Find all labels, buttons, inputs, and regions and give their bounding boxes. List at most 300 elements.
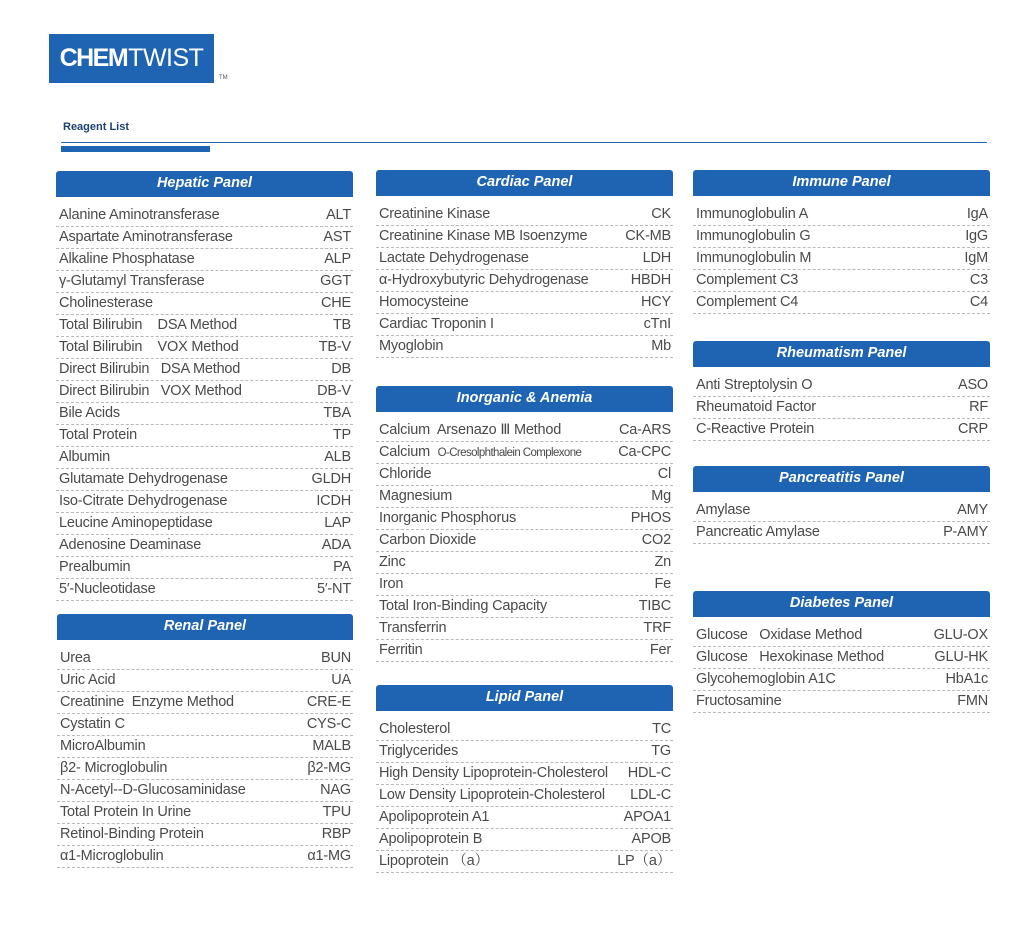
reagent-name-text: Cholesterol [379, 721, 451, 737]
reagent-abbreviation: GLU-OX [933, 627, 988, 643]
reagent-abbreviation: CYS-C [306, 716, 351, 732]
reagent-name [60, 824, 204, 844]
reagent-name-text: Amylase [696, 502, 751, 518]
reagent-row [56, 271, 353, 293]
reagent-name-text: N-Acetyl--D-Glucosaminidase [60, 782, 246, 798]
reagent-row [57, 846, 353, 868]
reagent-name [379, 508, 516, 528]
panel-header: Inorganic & Anemia [376, 386, 673, 412]
reagent-abbreviation: UA [331, 672, 351, 688]
reagent-row [376, 785, 673, 807]
reagent-row [56, 293, 353, 315]
reagent-name-text: γ-Glutamyl Transferase [59, 273, 205, 289]
reagent-name [59, 205, 219, 225]
reagent-name [379, 292, 468, 312]
reagent-row [693, 522, 990, 544]
reagent-name-text: Creatinine Enzyme Method [60, 694, 234, 710]
reagent-name-text: Glutamate Dehydrogenase [59, 471, 228, 487]
reagent-abbreviation: LDL-C [630, 787, 671, 803]
reagent-row [56, 513, 353, 535]
reagent-abbreviation: HbA1c [945, 671, 988, 687]
reagent-abbreviation: PA [333, 559, 351, 575]
header-rule [61, 142, 987, 143]
reagent-name [696, 647, 884, 667]
reagent-abbreviation: Fer [649, 642, 671, 658]
reagent-row [56, 227, 353, 249]
reagent-name-text: Leucine Aminopeptidase [59, 515, 213, 531]
reagent-abbreviation: IgM [964, 250, 988, 266]
reagent-name [379, 442, 581, 463]
reagent-name [59, 337, 239, 357]
reagent-row [693, 375, 990, 397]
inorganic-anemia-panel [376, 386, 673, 662]
reagent-abbreviation: TB-V [318, 339, 351, 355]
reagent-list [56, 205, 353, 601]
panel-header: Cardiac Panel [376, 170, 673, 196]
reagent-row [376, 851, 673, 873]
rheumatism-panel [693, 341, 990, 441]
reagent-abbreviation: ICDH [316, 493, 351, 509]
reagent-row [376, 442, 673, 464]
reagent-list [376, 420, 673, 662]
reagent-row [376, 552, 673, 574]
reagent-row [57, 714, 353, 736]
reagent-name [60, 780, 246, 800]
reagent-abbreviation: Fe [654, 576, 671, 592]
reagent-name [59, 557, 130, 577]
reagent-abbreviation: RBP [321, 826, 351, 842]
reagent-name-text: Rheumatoid Factor [696, 399, 816, 415]
reagent-abbreviation: ALB [324, 449, 351, 465]
reagent-row [56, 535, 353, 557]
reagent-name [696, 691, 781, 711]
reagent-name-text: Uric Acid [60, 672, 116, 688]
reagent-name [696, 226, 810, 246]
reagent-name [59, 315, 237, 335]
reagent-row [56, 469, 353, 491]
reagent-name-text: Prealbumin [59, 559, 131, 575]
reagent-abbreviation: ASO [957, 377, 988, 393]
reagent-name [59, 535, 201, 555]
panel-header: Renal Panel [57, 614, 353, 640]
reagent-method: O-Cresolphthalein Complexone [437, 447, 582, 459]
reagent-name-text: Calcium Arsenazo Ⅲ Method [379, 422, 562, 438]
diabetes-panel [693, 591, 990, 713]
reagent-row [376, 204, 673, 226]
reagent-abbreviation: Mg [651, 488, 671, 504]
reagent-name [379, 486, 452, 506]
reagent-name-text: Creatinine Kinase [379, 206, 491, 222]
reagent-abbreviation: HCY [640, 294, 671, 310]
reagent-abbreviation: DB [331, 361, 351, 377]
reagent-name [696, 248, 811, 268]
reagent-name [379, 530, 476, 550]
reagent-name-text: Total Bilirubin VOX Method [59, 339, 239, 355]
cardiac-panel [376, 170, 673, 358]
reagent-abbreviation: ALT [326, 207, 351, 223]
reagent-row [376, 829, 673, 851]
reagent-name [379, 464, 431, 484]
panel-header: Diabetes Panel [693, 591, 990, 617]
reagent-abbreviation: TRF [643, 620, 671, 636]
panel-header: Immune Panel [693, 170, 990, 196]
reagent-name-text: Myoglobin [379, 338, 444, 354]
reagent-abbreviation: 5′-NT [317, 581, 351, 597]
reagent-row [56, 337, 353, 359]
reagent-abbreviation: GLDH [311, 471, 351, 487]
reagent-name-text: Total Protein [59, 427, 137, 443]
reagent-name [379, 785, 605, 805]
reagent-row [56, 249, 353, 271]
reagent-abbreviation: GLU-HK [934, 649, 988, 665]
reagent-abbreviation: BUN [320, 650, 351, 666]
reagent-name [59, 403, 120, 423]
reagent-abbreviation: α1-MG [307, 848, 351, 864]
reagent-abbreviation: ALP [324, 251, 351, 267]
reagent-name [59, 425, 137, 445]
reagent-name [60, 648, 91, 668]
reagent-row [376, 508, 673, 530]
reagent-abbreviation: HDL-C [627, 765, 671, 781]
reagent-abbreviation: CHE [320, 295, 351, 311]
reagent-row [376, 486, 673, 508]
reagent-name-text: Magnesium [379, 488, 453, 504]
reagent-row [693, 669, 990, 691]
reagent-name-text: Total Bilirubin DSA Method [59, 317, 237, 333]
reagent-abbreviation: C3 [969, 272, 988, 288]
reagent-row [56, 205, 353, 227]
reagent-abbreviation: NAG [320, 782, 351, 798]
reagent-name-text: Apolipoprotein A1 [379, 809, 490, 825]
reagent-row [56, 425, 353, 447]
reagent-row [376, 314, 673, 336]
reagent-row [57, 670, 353, 692]
reagent-name [696, 500, 750, 520]
reagent-row [56, 557, 353, 579]
reagent-row [376, 530, 673, 552]
hepatic-panel [56, 171, 353, 601]
reagent-name-text: Glycohemoglobin A1C [696, 671, 836, 687]
reagent-row [693, 625, 990, 647]
reagent-list [57, 648, 353, 868]
reagent-name-text: Direct Bilirubin VOX Method [59, 383, 242, 399]
reagent-abbreviation: IgA [966, 206, 988, 222]
reagent-name [379, 270, 589, 290]
reagent-row [376, 574, 673, 596]
reagent-abbreviation: ADA [321, 537, 351, 553]
reagent-name [60, 670, 115, 690]
reagent-row [56, 403, 353, 425]
reagent-name-text: Iso-Citrate Dehydrogenase [59, 493, 228, 509]
reagent-abbreviation: LP（a） [617, 853, 671, 869]
reagent-name [696, 625, 862, 645]
reagent-name-text: C-Reactive Protein [696, 421, 815, 437]
reagent-name-text: Alkaline Phosphatase [59, 251, 195, 267]
reagent-name-text: Lipoprotein （a） [379, 853, 489, 869]
reagent-name-text: Immunoglobulin G [696, 228, 811, 244]
reagent-row [693, 204, 990, 226]
reagent-name-text: Total Iron-Binding Capacity [379, 598, 547, 614]
reagent-name-text: Fructosamine [696, 693, 782, 709]
reagent-row [693, 500, 990, 522]
reagent-row [56, 381, 353, 403]
reagent-row [376, 596, 673, 618]
reagent-row [693, 397, 990, 419]
reagent-abbreviation: LAP [324, 515, 351, 531]
reagent-row [56, 491, 353, 513]
reagent-name-text: Immunoglobulin A [696, 206, 809, 222]
reagent-row [693, 647, 990, 669]
reagent-row [56, 579, 353, 601]
reagent-abbreviation: Ca-CPC [618, 444, 671, 460]
reagent-row [376, 226, 673, 248]
reagent-abbreviation: Zn [654, 554, 671, 570]
reagent-row [693, 270, 990, 292]
reagent-abbreviation: P-AMY [943, 524, 988, 540]
panel-header: Pancreatitis Panel [693, 466, 990, 492]
reagent-name [379, 640, 423, 660]
reagent-row [57, 692, 353, 714]
reagent-name-text: Complement C4 [696, 294, 799, 310]
reagent-row [57, 648, 353, 670]
reagent-name [59, 359, 240, 379]
reagent-name [59, 469, 228, 489]
reagent-abbreviation: RF [969, 399, 988, 415]
reagent-row [376, 248, 673, 270]
reagent-name-text: Creatinine Kinase MB Isoenzyme [379, 228, 588, 244]
reagent-name-text: Lactate Dehydrogenase [379, 250, 529, 266]
reagent-row [57, 780, 353, 802]
panel-header: Hepatic Panel [56, 171, 353, 197]
reagent-name-text: Cystatin C [60, 716, 125, 732]
reagent-name-text: Adenosine Deaminase [59, 537, 202, 553]
reagent-name [379, 552, 406, 572]
reagent-name [696, 397, 816, 417]
reagent-abbreviation: CK-MB [625, 228, 671, 244]
reagent-abbreviation: DB-V [317, 383, 351, 399]
reagent-list [693, 204, 990, 314]
reagent-row [56, 315, 353, 337]
page-subtitle: Reagent List [63, 121, 130, 133]
reagent-name-text: Pancreatic Amylase [696, 524, 820, 540]
reagent-row [693, 419, 990, 441]
reagent-abbreviation: GGT [320, 273, 351, 289]
reagent-name-text: Bile Acids [59, 405, 120, 421]
reagent-row [376, 618, 673, 640]
reagent-row [56, 447, 353, 469]
reagent-name-text: Glucose Oxidase Method [696, 627, 863, 643]
reagent-name [379, 719, 450, 739]
reagent-name-text: Cholinesterase [59, 295, 153, 311]
reagent-abbreviation: TBA [323, 405, 351, 421]
reagent-name [59, 271, 204, 291]
reagent-name [59, 491, 227, 511]
reagent-abbreviation: CO2 [641, 532, 671, 548]
reagent-name [59, 447, 110, 467]
reagent-name [60, 692, 234, 712]
reagent-name [696, 292, 798, 312]
reagent-name [696, 522, 820, 542]
reagent-row [57, 824, 353, 846]
header-accent-bar [61, 146, 210, 152]
reagent-name [59, 227, 233, 247]
reagent-name [379, 851, 489, 871]
reagent-name [696, 419, 814, 439]
reagent-abbreviation: TP [332, 427, 351, 443]
reagent-name [60, 802, 191, 822]
immune-panel [693, 170, 990, 314]
reagent-name-text: Immunoglobulin M [696, 250, 812, 266]
reagent-name-text: Ferritin [379, 642, 423, 658]
reagent-row [376, 464, 673, 486]
reagent-name [60, 846, 164, 866]
reagent-name-text: Glucose Hexokinase Method [696, 649, 885, 665]
reagent-name-text: 5′-Nucleotidase [59, 581, 156, 597]
reagent-row [693, 292, 990, 314]
reagent-name-text: Total Protein In Urine [60, 804, 191, 820]
reagent-name [379, 618, 446, 638]
reagent-name [59, 513, 213, 533]
reagent-name-text: Cardiac Troponin I [379, 316, 494, 332]
reagent-name [59, 249, 194, 269]
renal-panel [57, 614, 353, 868]
reagent-list [376, 204, 673, 358]
reagent-name-text: α-Hydroxybutyric Dehydrogenase [379, 272, 589, 288]
reagent-abbreviation: β2-MG [307, 760, 351, 776]
reagent-row [57, 758, 353, 780]
reagent-name-text: Inorganic Phosphorus [379, 510, 517, 526]
reagent-abbreviation: CRP [957, 421, 988, 437]
reagent-name-text: Transferrin [379, 620, 447, 636]
reagent-row [57, 736, 353, 758]
reagent-list [693, 500, 990, 544]
reagent-abbreviation: HBDH [630, 272, 671, 288]
panel-header: Lipid Panel [376, 685, 673, 711]
reagent-name [379, 574, 403, 594]
reagent-row [376, 270, 673, 292]
reagent-name-text: Iron [379, 576, 404, 592]
reagent-abbreviation: LDH [642, 250, 671, 266]
reagent-abbreviation: AST [323, 229, 351, 245]
reagent-name [696, 669, 836, 689]
reagent-name [379, 829, 482, 849]
reagent-abbreviation: PHOS [630, 510, 671, 526]
reagent-abbreviation: Ca-ARS [619, 422, 671, 438]
reagent-name [379, 807, 489, 827]
reagent-list [693, 375, 990, 441]
reagent-name-text: Direct Bilirubin DSA Method [59, 361, 241, 377]
reagent-name [60, 758, 167, 778]
chemtwist-logo [49, 34, 214, 83]
reagent-name-text: Aspartate Aminotransferase [59, 229, 233, 245]
reagent-row [376, 763, 673, 785]
reagent-row [376, 741, 673, 763]
reagent-row [376, 807, 673, 829]
reagent-name-text: β2- Microglobulin [60, 760, 168, 776]
reagent-name [379, 248, 529, 268]
reagent-name-text: α1-Microglobulin [60, 848, 164, 864]
reagent-abbreviation: cTnI [643, 316, 671, 332]
reagent-name-text: Chloride [379, 466, 432, 482]
reagent-row [376, 640, 673, 662]
reagent-name [379, 596, 547, 616]
reagent-name-text: Albumin [59, 449, 110, 465]
reagent-abbreviation: FMN [957, 693, 988, 709]
pancreatitis-panel [693, 466, 990, 544]
reagent-row [56, 359, 353, 381]
reagent-list [693, 625, 990, 713]
reagent-row [376, 292, 673, 314]
reagent-name [696, 375, 812, 395]
reagent-abbreviation: APOB [631, 831, 671, 847]
reagent-row [376, 336, 673, 358]
reagent-abbreviation: MALB [312, 738, 351, 754]
reagent-abbreviation: C4 [969, 294, 988, 310]
reagent-name [696, 270, 798, 290]
reagent-row [57, 802, 353, 824]
reagent-name [59, 381, 242, 401]
reagent-name-text: Triglycerides [379, 743, 459, 759]
reagent-name [379, 314, 494, 334]
reagent-name-text: Calcium [379, 444, 430, 460]
reagent-abbreviation: CRE-E [306, 694, 351, 710]
reagent-name [59, 579, 155, 599]
reagent-abbreviation: AMY [957, 502, 988, 518]
reagent-abbreviation: TB [332, 317, 351, 333]
reagent-name [696, 204, 808, 224]
reagent-abbreviation: CK [651, 206, 671, 222]
reagent-name [379, 763, 608, 783]
reagent-abbreviation: TIBC [638, 598, 671, 614]
trademark-mark: TM [219, 75, 228, 81]
reagent-list [376, 719, 673, 873]
reagent-name-text: Carbon Dioxide [379, 532, 477, 548]
reagent-abbreviation: Mb [651, 338, 671, 354]
reagent-name [379, 420, 561, 440]
reagent-row [693, 691, 990, 713]
reagent-name [60, 736, 145, 756]
logo-light-text: TWIST [128, 44, 204, 72]
reagent-name [379, 226, 587, 246]
reagent-name-text: Alanine Aminotransferase [59, 207, 220, 223]
logo-bold-text: CHEM [59, 44, 128, 72]
reagent-abbreviation: IgG [965, 228, 988, 244]
reagent-name [379, 741, 458, 761]
reagent-name-text: Apolipoprotein B [379, 831, 483, 847]
reagent-name-text: Anti Streptolysin O [696, 377, 813, 393]
reagent-name-text: MicroAlbumin [60, 738, 146, 754]
reagent-row [376, 420, 673, 442]
lipid-panel [376, 685, 673, 873]
reagent-name-text: Complement C3 [696, 272, 799, 288]
reagent-name-text: Homocysteine [379, 294, 469, 310]
reagent-name-text: Zinc [379, 554, 406, 570]
reagent-row [693, 248, 990, 270]
reagent-name-text: High Density Lipoprotein-Cholesterol [379, 765, 608, 781]
reagent-name-text: Urea [60, 650, 91, 666]
reagent-name [379, 204, 490, 224]
reagent-abbreviation: TG [651, 743, 671, 759]
reagent-name-text: Low Density Lipoprotein-Cholesterol [379, 787, 605, 803]
reagent-name [379, 336, 443, 356]
reagent-abbreviation: APOA1 [623, 809, 671, 825]
reagent-row [376, 719, 673, 741]
reagent-abbreviation: TPU [322, 804, 351, 820]
reagent-abbreviation: Cl [657, 466, 671, 482]
reagent-abbreviation: TC [652, 721, 671, 737]
reagent-row [693, 226, 990, 248]
panel-header: Rheumatism Panel [693, 341, 990, 367]
